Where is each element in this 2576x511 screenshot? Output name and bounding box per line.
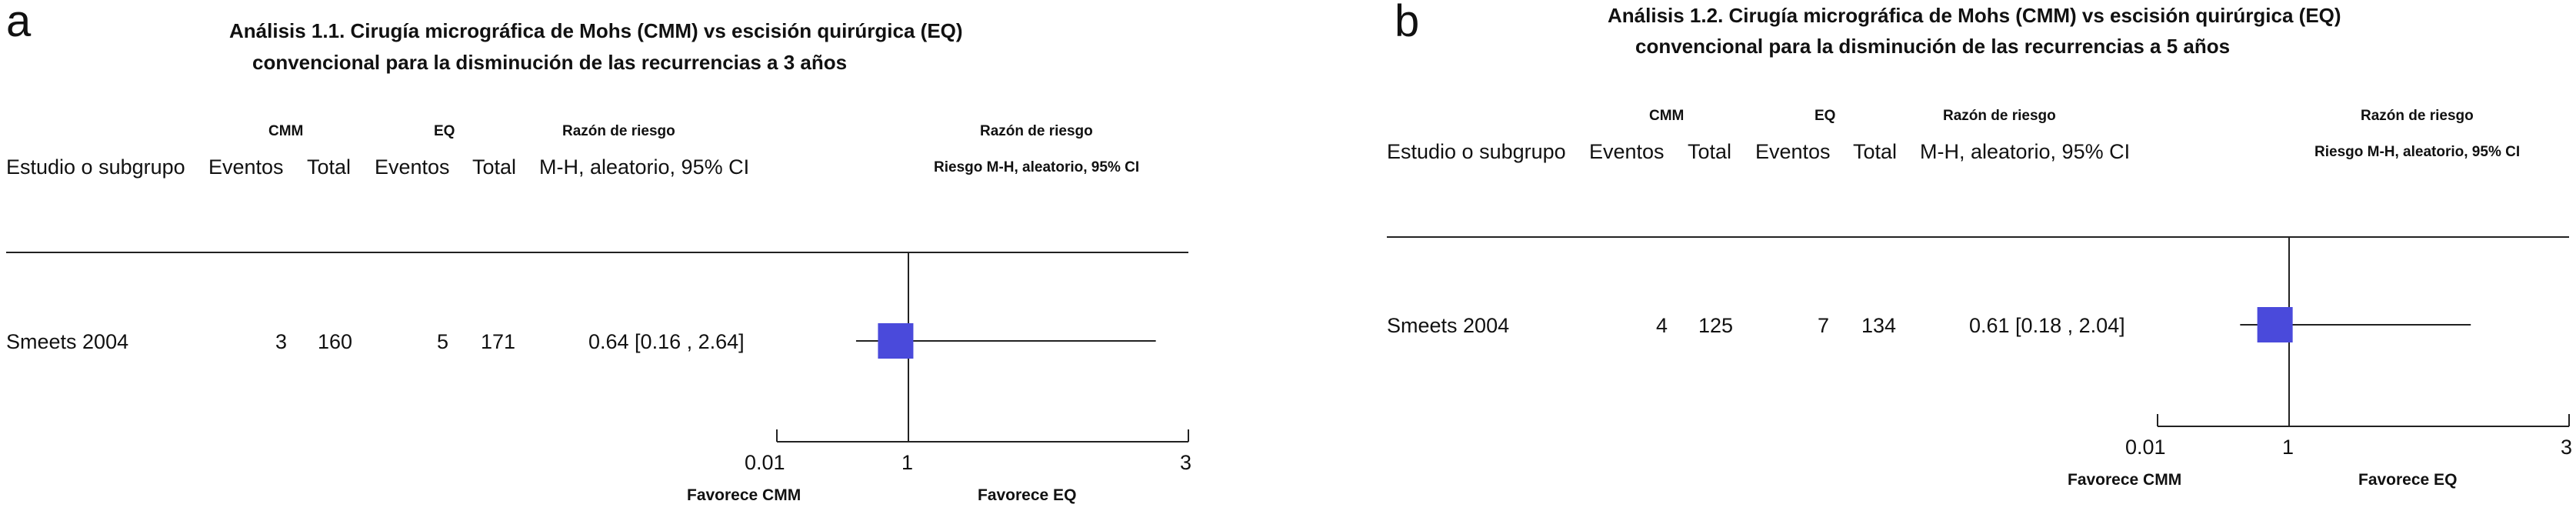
study-total-cmm: 125	[1698, 314, 1734, 337]
favours-right-label: Favorece EQ	[2358, 471, 2458, 489]
study-events-eq: 5	[437, 330, 449, 353]
study-events-cmm: 4	[1656, 314, 1668, 337]
chart-title-line1: Análisis 1.1. Cirugía micrográfica de Mohs (CMM) vs escisión quirúrgica (EQ)	[229, 19, 963, 42]
chart-title-line2: convencional para la disminución de las recurrencias a 3 años	[252, 51, 848, 74]
tick-label-null: 1	[2282, 436, 2294, 459]
forest-plot-panel-b	[1288, 0, 2576, 511]
column-header-study: Estudio o subgrupo	[6, 155, 185, 179]
group-header-cmm: CMM	[268, 123, 304, 139]
column-header-total-cmm: Total	[1688, 140, 1732, 163]
column-header-rr-method: M-H, aleatorio, 95% CI	[539, 155, 750, 179]
tick-label-min: 0.01	[2125, 436, 2166, 459]
favours-left-label: Favorece CMM	[2068, 471, 2182, 489]
panel-label: b	[1395, 0, 1420, 46]
column-header-total-cmm: Total	[307, 155, 352, 179]
tick-label-min: 0.01	[745, 451, 785, 474]
study-total-eq: 171	[481, 330, 516, 353]
group-header-eq: EQ	[1815, 108, 1836, 124]
column-header-events-eq: Eventos	[375, 155, 450, 179]
tick-label-max: 3	[1180, 451, 1192, 474]
panel-label: a	[6, 0, 32, 46]
tick-label-max: 3	[2561, 436, 2573, 459]
tick-label-null: 1	[901, 451, 914, 474]
group-header-risk-ratio-plot: Razón de riesgo	[980, 123, 1093, 139]
column-header-events-eq: Eventos	[1755, 140, 1831, 163]
column-header-rr-method: M-H, aleatorio, 95% CI	[1920, 140, 2131, 163]
study-events-cmm: 3	[275, 330, 288, 353]
forest-plot-b	[1288, 0, 2576, 511]
study-rr-text: 0.64 [0.16 , 2.64]	[588, 330, 745, 353]
group-header-eq: EQ	[434, 123, 455, 139]
column-header-events-cmm: Eventos	[208, 155, 284, 179]
favours-left-label: Favorece CMM	[687, 486, 801, 504]
point-estimate-marker	[2258, 307, 2293, 342]
chart-title-line2: convencional para la disminución de las recurrencias a 5 años	[1635, 35, 2231, 58]
study-total-eq: 134	[1861, 314, 1897, 337]
column-header-rr-plot-method: Riesgo M-H, aleatorio, 95% CI	[934, 159, 1140, 175]
column-header-total-eq: Total	[472, 155, 517, 179]
group-header-risk-ratio: Razón de riesgo	[562, 123, 675, 139]
group-header-risk-ratio-plot: Razón de riesgo	[2361, 108, 2474, 124]
study-name: Smeets 2004	[1387, 314, 1510, 337]
column-header-study: Estudio o subgrupo	[1387, 140, 1566, 163]
column-header-total-eq: Total	[1853, 140, 1898, 163]
favours-right-label: Favorece EQ	[978, 486, 1077, 504]
study-total-cmm: 160	[318, 330, 353, 353]
study-name: Smeets 2004	[6, 330, 129, 353]
chart-title-line1: Análisis 1.2. Cirugía micrográfica de Mohs (CMM) vs escisión quirúrgica (EQ)	[1608, 4, 2341, 27]
column-header-events-cmm: Eventos	[1589, 140, 1665, 163]
study-rr-text: 0.61 [0.18 , 2.04]	[1969, 314, 2125, 337]
group-header-risk-ratio: Razón de riesgo	[1943, 108, 2056, 124]
point-estimate-marker	[878, 323, 913, 359]
column-header-rr-plot-method: Riesgo M-H, aleatorio, 95% CI	[2314, 144, 2521, 160]
study-events-eq: 7	[1818, 314, 1830, 337]
group-header-cmm: CMM	[1649, 108, 1685, 124]
